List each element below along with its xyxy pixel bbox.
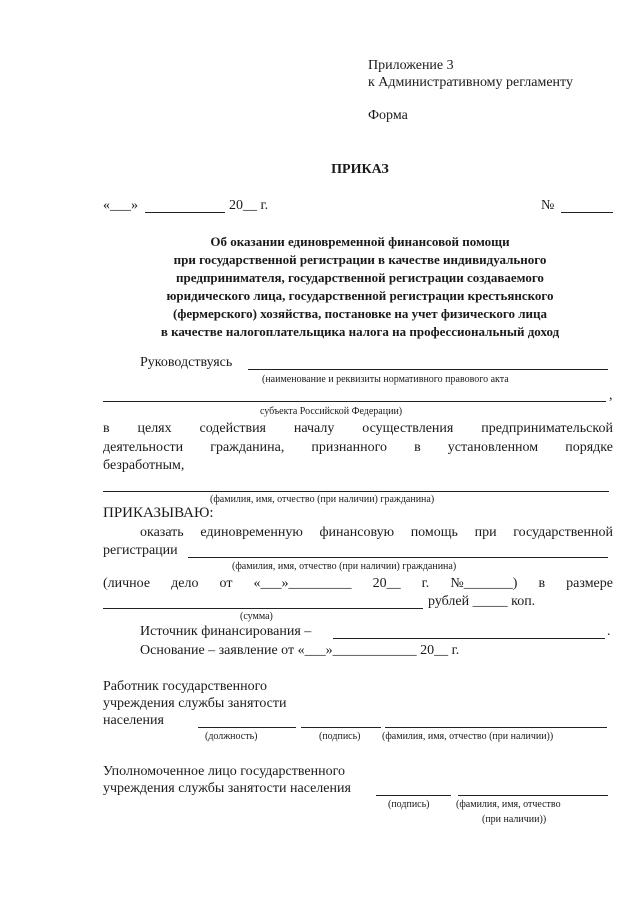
heading-line-3: предпринимателя, государственной регистрации создаваемого xyxy=(176,270,544,285)
funding-end: . xyxy=(607,624,611,639)
sig1-sign-line xyxy=(301,727,381,728)
appendix-line-1: Приложение 3 xyxy=(368,58,454,73)
appendix-line-2: к Административному регламенту xyxy=(368,75,573,90)
sig1-hint-name: (фамилия, имя, отчество (при наличии)) xyxy=(382,731,554,742)
number-sign: № xyxy=(541,198,555,213)
sig1-position-line xyxy=(198,727,296,728)
guided-by-label: Руководствуясь xyxy=(140,355,233,370)
legal-act-line-2 xyxy=(103,401,606,402)
sig2-sign-line xyxy=(376,795,451,796)
purpose-line-2: деятельности гражданина, признанного в установленном порядке xyxy=(103,440,613,455)
legal-act-line xyxy=(248,369,608,370)
hint-sum: (сумма) xyxy=(240,611,273,622)
form-label: Форма xyxy=(368,108,408,123)
sig2-line-2: учреждения службы занятости населения xyxy=(103,781,351,796)
heading-line-1: Об оказании единовременной финансовой помощи xyxy=(210,234,510,249)
hint-citizen: (фамилия, имя, отчество (при наличии) гражданина) xyxy=(210,494,435,505)
heading-line-5: (фермерского) хозяйства, постановке на учет физического лица xyxy=(173,306,547,321)
trailing-comma: , xyxy=(609,388,613,403)
purpose-line-3: безработным, xyxy=(103,458,185,473)
heading-line-2: при государственной регистрации в качестве индивидуального xyxy=(173,252,547,267)
date-line: «___» xyxy=(103,198,138,213)
sig1-name-line xyxy=(385,727,607,728)
month-blank-line xyxy=(145,212,225,213)
order-word: ПРИКАЗЫВАЮ: xyxy=(103,505,214,521)
sig2-name-line xyxy=(458,795,608,796)
rubles-label: рублей _____ коп. xyxy=(428,594,536,609)
sig1-line-3: населения xyxy=(103,713,164,728)
hint-citizen-2: (фамилия, имя, отчество (при наличии) гражданина) xyxy=(232,561,457,572)
year-field: 20__ г. xyxy=(229,198,269,213)
sig1-line-1: Работник государственного xyxy=(103,679,268,694)
sum-line xyxy=(103,608,423,609)
hint-subject: субъекта Российской Федерации) xyxy=(260,406,403,417)
personal-file-line: (личное дело от «___»_________ 20__ г. №_______) в размере xyxy=(103,576,613,591)
document-title: ПРИКАЗ xyxy=(331,162,389,177)
sig1-line-2: учреждения службы занятости xyxy=(103,696,287,711)
sig2-hint-name-1: (фамилия, имя, отчество xyxy=(456,799,561,810)
sig1-hint-position: (должность) xyxy=(205,731,258,742)
heading-line-6: в качестве налогоплательщика налога на профессиональный доход xyxy=(160,324,560,339)
heading-line-4: юридического лица, государственной регистрации крестьянского xyxy=(166,288,554,303)
purpose-line-1: в целях содействия началу осуществления предпринимательской xyxy=(103,421,613,436)
sig1-hint-sign: (подпись) xyxy=(319,731,361,742)
sig2-hint-name-2: (при наличии)) xyxy=(482,814,547,825)
funding-source-label: Источник финансирования – xyxy=(140,624,312,639)
provide-line: оказать единовременную финансовую помощь при государственной xyxy=(140,525,613,540)
registration-name-line xyxy=(188,557,608,558)
citizen-name-line xyxy=(103,491,609,492)
basis-line: Основание – заявление от «___»____________ 20__ г. xyxy=(140,643,460,658)
hint-legal-act: (наименование и реквизиты нормативного правового акта xyxy=(262,374,509,385)
sig2-line-1: Уполномоченное лицо государственного xyxy=(103,764,345,779)
registration-label: регистрации xyxy=(103,543,178,558)
funding-source-line xyxy=(333,638,605,639)
sig2-hint-sign: (подпись) xyxy=(388,799,430,810)
number-blank-line xyxy=(561,212,613,213)
